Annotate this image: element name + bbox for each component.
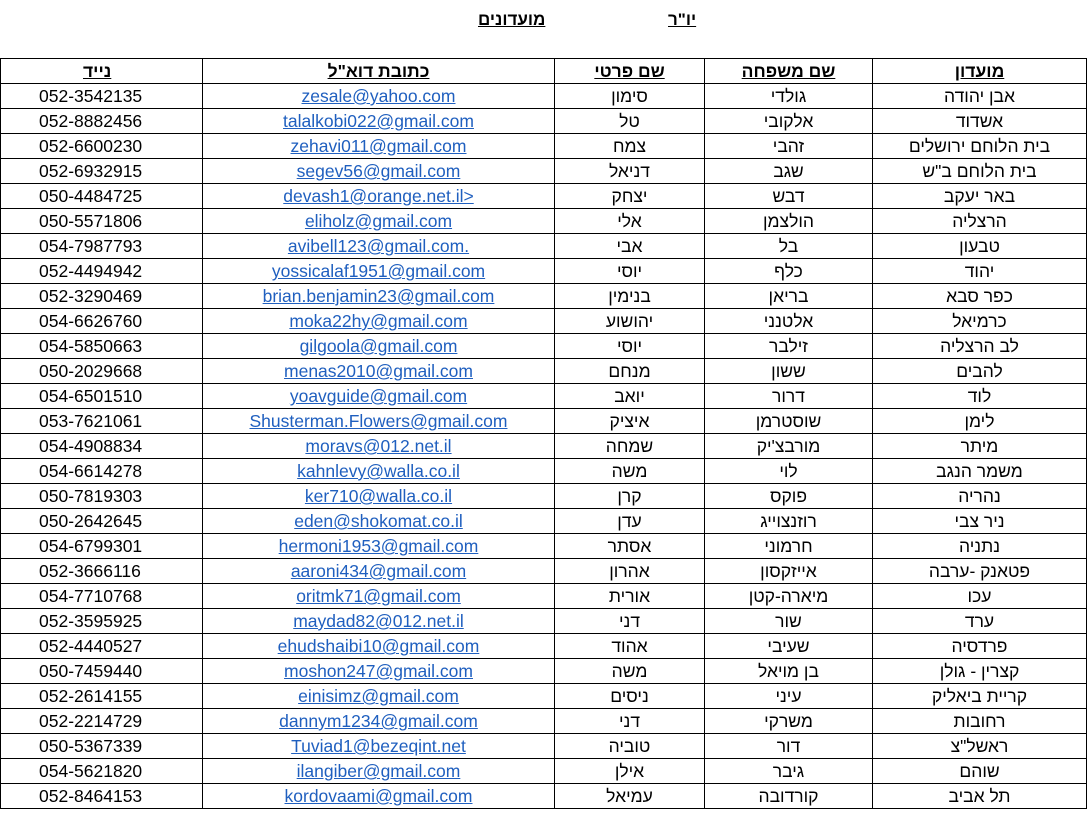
club-cell: באר יעקב [873,184,1087,209]
email-link[interactable]: einisimz@gmail.com [298,686,459,706]
email-link[interactable]: ehudshaibi10@gmail.com [277,636,480,656]
email-cell [203,284,555,309]
mobile-cell: 054-6799301 [1,534,203,559]
club-cell: יהוד [873,259,1087,284]
col-header-club: מועדון [873,59,1087,84]
email-link[interactable]: menas2010@gmail.com [284,361,473,381]
mobile-cell: 050-7819303 [1,484,203,509]
table-row [1,534,1087,559]
mobile-cell: 050-7459440 [1,659,203,684]
table-row [1,584,1087,609]
first-name-cell: אלי [555,209,705,234]
email-cell [203,584,555,609]
club-cell: אשדוד [873,109,1087,134]
club-cell: עכו [873,584,1087,609]
email-cell [203,259,555,284]
email-cell [203,509,555,534]
table-row [1,284,1087,309]
email-link[interactable]: ker710@walla.co.il [304,486,453,506]
email-link[interactable]: oritmk71@gmail.com [296,586,461,606]
mobile-cell: 052-4494942 [1,259,203,284]
mobile-cell: 052-8464153 [1,784,203,809]
club-cell: לב הרצליה [873,334,1087,359]
last-name-cell: פוקס [705,484,873,509]
club-cell: ראשל"צ [873,734,1087,759]
table-row [1,334,1087,359]
table-row [1,309,1087,334]
club-cell: רחובות [873,709,1087,734]
first-name-cell: יוסי [555,334,705,359]
table-row [1,559,1087,584]
table-body [1,84,1087,809]
email-link[interactable]: gilgoola@gmail.com [299,336,458,356]
mobile-cell: 054-4908834 [1,434,203,459]
last-name-cell: דרור [705,384,873,409]
email-cell [203,184,555,209]
last-name-cell: שור [705,609,873,634]
email-link[interactable]: moka22hy@gmail.com [289,311,468,331]
last-name-cell: אלטנני [705,309,873,334]
email-link[interactable]: aaroni434@gmail.com [290,561,467,581]
mobile-cell: 050-5367339 [1,734,203,759]
first-name-cell: יוסי [555,259,705,284]
email-cell [203,109,555,134]
table-row [1,209,1087,234]
mobile-cell: 053-7621061 [1,409,203,434]
first-name-cell: עדן [555,509,705,534]
club-cell: ניר צבי [873,509,1087,534]
email-link[interactable]: segev56@gmail.com [296,161,461,181]
mobile-cell: 050-2029668 [1,359,203,384]
last-name-cell: גיבר [705,759,873,784]
email-link[interactable]: yossicalaf1951@gmail.com [271,261,486,281]
club-cell: כרמיאל [873,309,1087,334]
mobile-cell: 054-6501510 [1,384,203,409]
first-name-cell: יהושוע [555,309,705,334]
last-name-cell: משרקי [705,709,873,734]
email-cell [203,684,555,709]
first-name-cell: דני [555,609,705,634]
mobile-cell: 054-6614278 [1,459,203,484]
mobile-cell: 054-5850663 [1,334,203,359]
email-cell [203,734,555,759]
club-cell: תל אביב [873,784,1087,809]
mobile-cell: 054-6626760 [1,309,203,334]
first-name-cell: טל [555,109,705,134]
last-name-cell: כלף [705,259,873,284]
first-name-cell: דני [555,709,705,734]
email-cell [203,534,555,559]
last-name-cell: גולדי [705,84,873,109]
last-name-cell: דור [705,734,873,759]
last-name-cell: אלקובי [705,109,873,134]
mobile-cell: 052-2614155 [1,684,203,709]
email-cell [203,459,555,484]
email-cell [203,609,555,634]
email-cell [203,759,555,784]
table-row [1,484,1087,509]
mobile-cell: 052-4440527 [1,634,203,659]
email-link[interactable]: ilangiber@gmail.com [296,761,461,781]
email-link[interactable]: Tuviad1@bezeqint.net [291,736,466,756]
table-row [1,609,1087,634]
table-row [1,684,1087,709]
first-name-cell: צמח [555,134,705,159]
club-cell: בית הלוחם ירושלים [873,134,1087,159]
email-cell [203,84,555,109]
mobile-cell: 050-5571806 [1,209,203,234]
email-cell [203,159,555,184]
mobile-cell: 052-3666116 [1,559,203,584]
mobile-cell: 052-3595925 [1,609,203,634]
table-row [1,434,1087,459]
col-header-mobile: נייד [1,59,203,84]
mobile-cell: 054-7710768 [1,584,203,609]
email-cell [203,234,555,259]
mobile-cell: 052-2214729 [1,709,203,734]
email-cell [203,659,555,684]
email-link[interactable]: eden@shokomat.co.il [294,511,463,531]
club-cell: נתניה [873,534,1087,559]
email-link[interactable]: kahnlevy@walla.co.il [297,461,460,481]
club-cell: קריית ביאליק [873,684,1087,709]
contacts-table [0,58,1087,809]
email-link[interactable]: hermoni1953@gmail.com [278,536,479,556]
table-row [1,659,1087,684]
email-cell [203,634,555,659]
club-cell: הרצליה [873,209,1087,234]
first-name-cell: אהרון [555,559,705,584]
email-cell [203,384,555,409]
last-name-cell: רוזנצוייג [705,509,873,534]
club-cell: משמר הנגב [873,459,1087,484]
club-cell: פרדסיה [873,634,1087,659]
table-row [1,259,1087,284]
email-link[interactable]: maydad82@012.net.il [293,611,464,631]
table-row [1,84,1087,109]
email-cell [203,784,555,809]
last-name-cell: שגב [705,159,873,184]
table-row [1,709,1087,734]
club-cell: לוד [873,384,1087,409]
table-row [1,509,1087,534]
club-cell: בית הלוחם ב"ש [873,159,1087,184]
club-cell: שוהם [873,759,1087,784]
club-cell: לימן [873,409,1087,434]
last-name-cell: לוי [705,459,873,484]
first-name-cell: שמחה [555,434,705,459]
email-link[interactable]: avibell123@gmail.com. [287,236,470,256]
email-link[interactable]: brian.benjamin23@gmail.com [262,286,495,306]
first-name-cell: טוביה [555,734,705,759]
first-name-cell: אסתר [555,534,705,559]
email-link[interactable]: zehavi011@gmail.com [290,136,467,156]
table-row [1,459,1087,484]
table-row [1,634,1087,659]
club-cell: קצרין - גולן [873,659,1087,684]
last-name-cell: ששון [705,359,873,384]
first-name-cell: עמיאל [555,784,705,809]
email-cell [203,334,555,359]
email-link[interactable]: moshon247@gmail.com [284,661,473,681]
email-cell [203,134,555,159]
table-row [1,234,1087,259]
email-cell [203,209,555,234]
email-link[interactable]: dannym1234@gmail.com [279,711,478,731]
last-name-cell: בריאן [705,284,873,309]
title-chair: יו"ר [668,10,697,29]
mobile-cell: 050-4484725 [1,184,203,209]
col-header-email: כתובת דוא"ל [203,59,555,84]
email-link[interactable]: zesale@yahoo.com [301,86,456,106]
first-name-cell: קרן [555,484,705,509]
last-name-cell: דבש [705,184,873,209]
last-name-cell: קורדובה [705,784,873,809]
club-cell: פטאנק -ערבה [873,559,1087,584]
last-name-cell: הולצמן [705,209,873,234]
email-link[interactable]: Shusterman.Flowers@gmail.com [249,411,508,431]
table-header-row [1,59,1087,84]
email-cell [203,484,555,509]
table-row [1,184,1087,209]
table-row [1,734,1087,759]
first-name-cell: אהוד [555,634,705,659]
first-name-cell: סימון [555,84,705,109]
table-row [1,759,1087,784]
last-name-cell: מורבצ'יק [705,434,873,459]
club-cell: מיתר [873,434,1087,459]
table-row [1,359,1087,384]
last-name-cell: בל [705,234,873,259]
email-cell [203,709,555,734]
club-cell: נהריה [873,484,1087,509]
email-cell [203,359,555,384]
email-cell [203,559,555,584]
club-cell: להבים [873,359,1087,384]
email-link[interactable]: kordovaami@gmail.com [284,786,473,806]
last-name-cell: עיני [705,684,873,709]
first-name-cell: יואב [555,384,705,409]
last-name-cell: זילבר [705,334,873,359]
email-link[interactable]: devash1@orange.net.il> [283,186,474,206]
title-clubs: מועדונים [478,10,546,29]
first-name-cell: אורית [555,584,705,609]
last-name-cell: שוסטרמן [705,409,873,434]
mobile-cell: 054-5621820 [1,759,203,784]
last-name-cell: שעיבי [705,634,873,659]
mobile-cell: 052-3542135 [1,84,203,109]
first-name-cell: דניאל [555,159,705,184]
email-cell [203,434,555,459]
first-name-cell: איציק [555,409,705,434]
club-cell: כפר סבא [873,284,1087,309]
last-name-cell: אייזקסון [705,559,873,584]
last-name-cell: בן מויאל [705,659,873,684]
col-header-first-name: שם פרטי [555,59,705,84]
email-cell [203,309,555,334]
mobile-cell: 050-2642645 [1,509,203,534]
first-name-cell: יצחק [555,184,705,209]
first-name-cell: משה [555,659,705,684]
email-link[interactable]: moravs@012.net.il [305,436,452,456]
club-cell: אבן יהודה [873,84,1087,109]
mobile-cell: 052-6932915 [1,159,203,184]
first-name-cell: מנחם [555,359,705,384]
first-name-cell: משה [555,459,705,484]
last-name-cell: חרמוני [705,534,873,559]
mobile-cell: 054-7987793 [1,234,203,259]
table-row [1,134,1087,159]
email-link[interactable]: yoavguide@gmail.com [289,386,468,406]
first-name-cell: ניסים [555,684,705,709]
email-link[interactable]: talalkobi022@gmail.com [283,111,474,131]
table-row [1,409,1087,434]
first-name-cell: אילן [555,759,705,784]
last-name-cell: מיארה-קטן [705,584,873,609]
email-cell [203,409,555,434]
mobile-cell: 052-8882456 [1,109,203,134]
mobile-cell: 052-6600230 [1,134,203,159]
mobile-cell: 052-3290469 [1,284,203,309]
table-row [1,784,1087,809]
first-name-cell: אבי [555,234,705,259]
last-name-cell: זהבי [705,134,873,159]
table-row [1,384,1087,409]
club-cell: טבעון [873,234,1087,259]
table-row [1,109,1087,134]
first-name-cell: בנימין [555,284,705,309]
email-link[interactable]: eliholz@gmail.com [304,211,453,231]
table-row [1,159,1087,184]
col-header-last-name: שם משפחה [705,59,873,84]
club-cell: ערד [873,609,1087,634]
